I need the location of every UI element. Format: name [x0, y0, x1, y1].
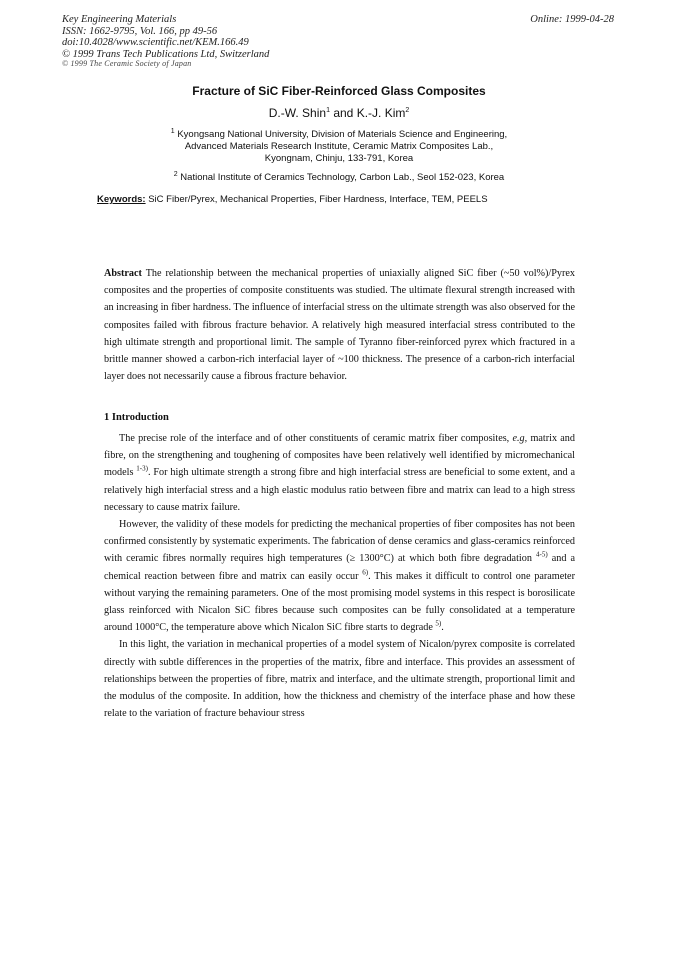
intro-p1-text-a: The precise role of the interface and of other constituents of ceramic matrix fiber composites,	[119, 433, 513, 444]
citation-6: 6)	[362, 568, 369, 577]
intro-p2-text-c: . This makes it difficult to control one parameter without varying the remaining parameters. One of the most promising model systems in this respect is borosilicate glass reinforced with Nicalon SiC fibres because such composites can be fully consolidated at a temperature around 1000°C, the temperature above which Nicalon SiC fibre starts to degrade	[104, 570, 575, 634]
author-1-affil-mark: 1	[326, 107, 330, 114]
doi-line[interactable]: doi:10.4028/www.scientific.net/KEM.166.49	[62, 37, 249, 48]
keywords	[97, 194, 488, 205]
section-heading-introduction: 1 Introduction	[104, 412, 169, 423]
keywords-label: Keywords:	[97, 194, 146, 205]
author-conjunction: and	[329, 106, 357, 120]
affiliation-1-mark: 1	[170, 127, 175, 135]
citation-1-3: 1-3)	[136, 465, 148, 474]
intro-paragraph-1	[104, 430, 575, 516]
intro-p2-text-b: and a chemical reaction between fibre and matrix can easily occur	[104, 553, 576, 582]
intro-p2-text-a: However, the validity of these models for predicting the mechanical properties of fiber composites has not been confirmed consistently by systematic experiments. The fabrication of dense ceramics and glass-ceramics reinforced with ceramic fibres normally requires high temperatures (≥ 1300°C) at which both fibre degradation	[104, 519, 575, 565]
citation-5: 5)	[435, 619, 442, 628]
author-2-affil-mark: 2	[405, 107, 410, 114]
issn-line: ISSN: 1662-9795, Vol. 166, pp 49-56	[62, 25, 218, 37]
affiliation-2-text: National Institute of Ceramics Technology, Carbon Lab., Seol 152-023, Korea	[177, 172, 505, 183]
intro-paragraph-3: In this light, the variation in mechanical properties of a model system of Nicalon/pyrex composite is correlated directly with subtle differences in the properties of the matrix, fibre and interface. This provides an assessment of relationships between the properties of fibre, matrix and interface, and the ultimate strength, proportional limit and the modulus of the composite. In addition, how the thickness and chemistry of the interface phase and how these relate to the variation of fracture behaviour stress	[104, 639, 575, 720]
affiliation-1-line-1: Kyongsang National University, Division of Materials Science and Engineering,	[174, 129, 508, 140]
intro-p1-text-c: . For high ultimate strength a strong fibre and high interfacial stress are beneficial to some extent, and a relatively high interfacial stress and a high elastic modulus ratio between fibre and matrix can lead to a high stress necessary to cause matrix failure.	[104, 467, 575, 513]
affiliation-1-line-2: Advanced Materials Research Institute, Ceramic Matrix Composites Lab.,	[184, 141, 494, 152]
author-2: K.-J. Kim	[356, 106, 406, 120]
affiliation-1	[0, 129, 678, 165]
author-1: D.-W. Shin	[268, 106, 327, 120]
abstract-label: Abstract	[104, 268, 142, 279]
intro-p2-text-d: .	[441, 622, 444, 634]
affiliation-2-mark: 2	[173, 170, 178, 178]
abstract	[104, 265, 575, 385]
affiliation-2	[0, 172, 678, 184]
journal-name: Key Engineering Materials	[62, 14, 177, 25]
author-line	[0, 106, 678, 120]
intro-paragraph-2	[104, 516, 575, 636]
introduction-body	[104, 430, 575, 722]
keywords-text: SiC Fiber/Pyrex, Mechanical Properties, Fiber Hardness, Interface, TEM, PEELS	[145, 194, 488, 205]
affiliation-1-line-3: Kyongnam, Chinju, 133-791, Korea	[264, 153, 414, 164]
online-date: Online: 1999-04-28	[530, 14, 614, 25]
intro-p1-text-b: matrix and fibre, on the strengthening and toughening of composites have been relatively well identified by micromechanical models	[104, 433, 575, 479]
copyright-line: © 1999 Trans Tech Publications Ltd, Switzerland	[62, 48, 270, 60]
intro-p1-eg: e.g,	[512, 433, 528, 444]
citation-4-5: 4-5)	[535, 551, 548, 560]
publication-header	[62, 14, 269, 68]
paper-title: Fracture of SiC Fiber-Reinforced Glass Composites	[192, 84, 486, 98]
abstract-text: The relationship between the mechanical properties of uniaxially aligned SiC fiber (~50 vol%)/Pyrex composites and the properties of composite constituents was studied. The ultimate flexural strength increased with an increasing in fiber hardness. The influence of interfacial stress on the ultimate strength was also observed for the composites failed with fibrous fracture behavior. A relatively high measured interfacial stress contributed to the high ultimate strength and proportional limit. The sample of Tyranno fiber-reinforced pyrex which fractured in a brittle manner showed a carbon-rich interfacial layer of ~100 thickness. The presence of a carbon-rich interfacial layer does not necessarily cause a fibrous fracture behavior.	[104, 268, 575, 383]
society-line: © 1999 The Ceramic Society of Japan	[62, 59, 192, 68]
